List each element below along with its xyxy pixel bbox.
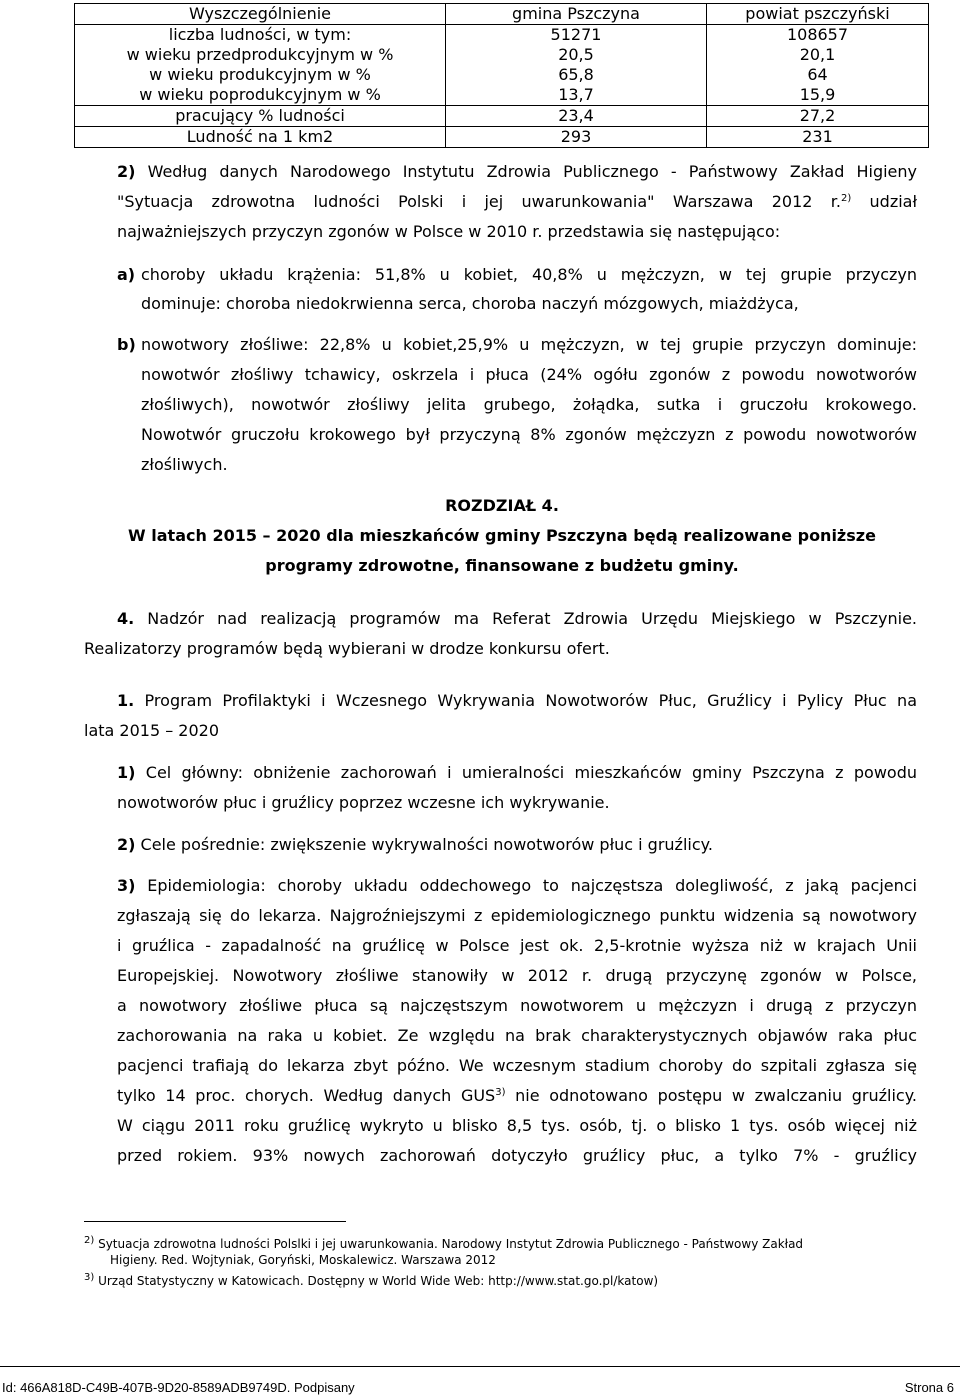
table-cell: pracujący % ludności (75, 106, 446, 127)
table-header-cell: powiat pszczyński (707, 4, 929, 25)
text-span: "Sytuacja zdrowotna ludności Polski i jej uwarunkowania" Warszawa 2012 r. (117, 192, 841, 211)
text-line (117, 876, 917, 896)
table-cell (707, 25, 929, 106)
item-number: 2) (117, 835, 136, 854)
text-line: nowotworów płuc i gruźlicy poprzez wczesne ich wykrywanie. (117, 793, 610, 812)
text-line: Realizatorzy programów będą wybierani w drodze konkursu ofert. (84, 639, 610, 658)
text-line (117, 691, 917, 711)
table-cell: 293 (446, 127, 707, 148)
text-line: W ciągu 2011 roku gruźlicę wykryto u blisko 8,5 tys. osób, tj. o blisko 1 tys. osób więcej niż (117, 1116, 917, 1135)
table-header-cell: gmina Pszczyna (446, 4, 707, 25)
cell-line: w wieku przedprodukcyjnym w % (126, 45, 394, 64)
item-label: a) (117, 265, 136, 284)
text-line: nowotwory złośliwe: 22,8% u kobiet,25,9% u mężczyzn, w tej grupie przyczyn dominuje: (141, 335, 917, 354)
item-number: 1. (117, 691, 135, 710)
document-id: Id: 466A818D-C49B-407B-9D20-8589ADB9749D. Podpisany (2, 1380, 355, 1395)
text-span: Według danych Narodowego Instytutu Zdrowia Publicznego - Państwowy Zakład Higieny (147, 162, 917, 181)
item-label: b) (117, 335, 136, 354)
text-line (117, 162, 917, 182)
text-line (117, 835, 713, 855)
table-cell (446, 25, 707, 106)
cell-line: 13,7 (558, 85, 594, 104)
cell-line: liczba ludności, w tym: (168, 25, 352, 44)
chapter-title: ROZDZIAŁ 4. (445, 496, 559, 515)
text-span: Epidemiologia: choroby układu oddechowego to najczęstsza dolegliwość, z jaką pacjenci (135, 876, 917, 895)
text-line: najważniejszych przyczyn zgonów w Polsce w 2010 r. przedstawia się następująco: (117, 222, 781, 241)
footnote-number: 3) (84, 1272, 95, 1283)
item-number: 3) (117, 876, 136, 895)
text-line: Europejskiej. Nowotwory złośliwe stanowiły w 2012 r. drugą przyczynę zgonów w Polsce, (117, 966, 917, 985)
table-cell: 27,2 (707, 106, 929, 127)
text-line (117, 192, 917, 212)
table-row (75, 25, 929, 106)
footnote-2 (84, 1236, 803, 1252)
text-line: choroby układu krążenia: 51,8% u kobiet, 40,8% u mężczyzn, w tej grupie przyczyn (141, 265, 917, 284)
text-line (117, 609, 917, 629)
footnote-3 (84, 1273, 658, 1289)
text-span: Cel główny: obniżenie zachorowań i umieralności mieszkańców gminy Pszczyna z powodu (135, 763, 917, 782)
text-line: a nowotwory złośliwe płuca są najczęstszym nowotworem u mężczyzn i drugą z przyczyn (117, 996, 917, 1015)
footnote-2-line-2: Higieny. Red. Wojtyniak, Goryński, Moskalewicz. Warszawa 2012 (110, 1253, 496, 1267)
cell-line: 51271 (550, 25, 602, 44)
text-line: zgłaszają się do lekarza. Najgroźniejszymi z epidemiologicznego punktu widzenia są nowotwory (117, 906, 917, 925)
text-span: Urząd Statystyczny w Katowicach. Dostępny w World Wide Web: http://www.stat.go.pl/katow) (94, 1274, 659, 1288)
text-line: dominuje: choroba niedokrwienna serca, choroba naczyń mózgowych, miażdżyca, (141, 294, 799, 313)
text-line: Nowotwór gruczołu krokowego był przyczyną 8% zgonów mężczyzn z powodu nowotworów (141, 425, 917, 444)
cell-line: 64 (807, 65, 828, 84)
cell-line: w wieku poprodukcyjnym w % (139, 85, 381, 104)
text-line: złośliwych), nowotwór złośliwy jelita grubego, żołądka, sutka i gruczołu krokowego. (141, 395, 917, 414)
page-number: Strona 6 (904, 1380, 954, 1395)
text-line (117, 1086, 917, 1106)
table-row (75, 127, 929, 148)
cell-line: 65,8 (558, 65, 594, 84)
cell-line: w wieku produkcyjnym w % (149, 65, 371, 84)
cell-line: 20,1 (799, 45, 836, 64)
text-line: pacjenci trafiają do lekarza zbyt późno. We wczesnym stadium choroby do szpitali zgłasza się (117, 1056, 917, 1075)
text-line: przed rokiem. 93% nowych zachorowań dotyczyło gruźlicy płuc, a tylko 7% - gruźlicy (117, 1146, 917, 1165)
footer-rule (0, 1366, 960, 1367)
cell-line: 20,5 (558, 45, 594, 64)
text-span: Sytuacja zdrowotna ludności Polslki i jej uwarunkowania. Narodowy Instytut Zdrowia Publicznego - Państwowy Zakład (94, 1237, 804, 1251)
table-cell (75, 25, 446, 106)
text-line: złośliwych. (141, 455, 228, 474)
table-cell: Ludność na 1 km2 (75, 127, 446, 148)
text-line: nowotwór złośliwy tchawicy, oskrzela i płuca (24% ogółu zgonów z powodu nowotworów (141, 365, 917, 384)
footnote-ref: 3) (495, 1087, 506, 1098)
table-header-cell: Wyszczególnienie (75, 4, 446, 25)
text-span: Program Profilaktyki i Wczesnego Wykrywania Nowotworów Płuc, Gruźlicy i Pylicy Płuc na (134, 691, 917, 710)
item-number: 4. (117, 609, 135, 628)
demographics-table (74, 3, 929, 148)
text-span: Cele pośrednie: zwiększenie wykrywalności nowotworów płuc i gruźlicy. (135, 835, 713, 854)
cell-line: 15,9 (799, 85, 836, 104)
chapter-subtitle-line: programy zdrowotne, finansowane z budżetu gminy. (265, 556, 739, 575)
text-span: tylko 14 proc. chorych. Według danych GUS (117, 1086, 496, 1105)
table-cell: 231 (707, 127, 929, 148)
chapter-subtitle-line: W latach 2015 – 2020 dla mieszkańców gminy Pszczyna będą realizowane poniższe (128, 526, 876, 545)
text-line: i gruźlica - zapadalność na gruźlicę w Polsce jest ok. 2,5-krotnie wyższa niż w krajach Unii (117, 936, 917, 955)
text-span: nie odnotowano postępu w zwalczaniu gruźlicy. (505, 1086, 917, 1105)
table-row (75, 106, 929, 127)
text-span: udział (851, 192, 918, 211)
text-line: zachorowania na raka u kobiet. Ze względu na brak charakterystycznych objawów raka płuc (117, 1026, 917, 1045)
text-line: lata 2015 – 2020 (84, 721, 220, 740)
footnote-number: 2) (84, 1235, 95, 1246)
text-span: Nadzór nad realizacją programów ma Referat Zdrowia Urzędu Miejskiego w Pszczynie. (134, 609, 917, 628)
table-cell: 23,4 (446, 106, 707, 127)
table-header-row (75, 4, 929, 25)
footnote-ref: 2) (840, 193, 852, 204)
item-number: 2) (117, 162, 136, 181)
footnote-separator (84, 1221, 346, 1222)
cell-line: 108657 (786, 25, 849, 44)
item-number: 1) (117, 763, 136, 782)
text-line (117, 763, 917, 783)
